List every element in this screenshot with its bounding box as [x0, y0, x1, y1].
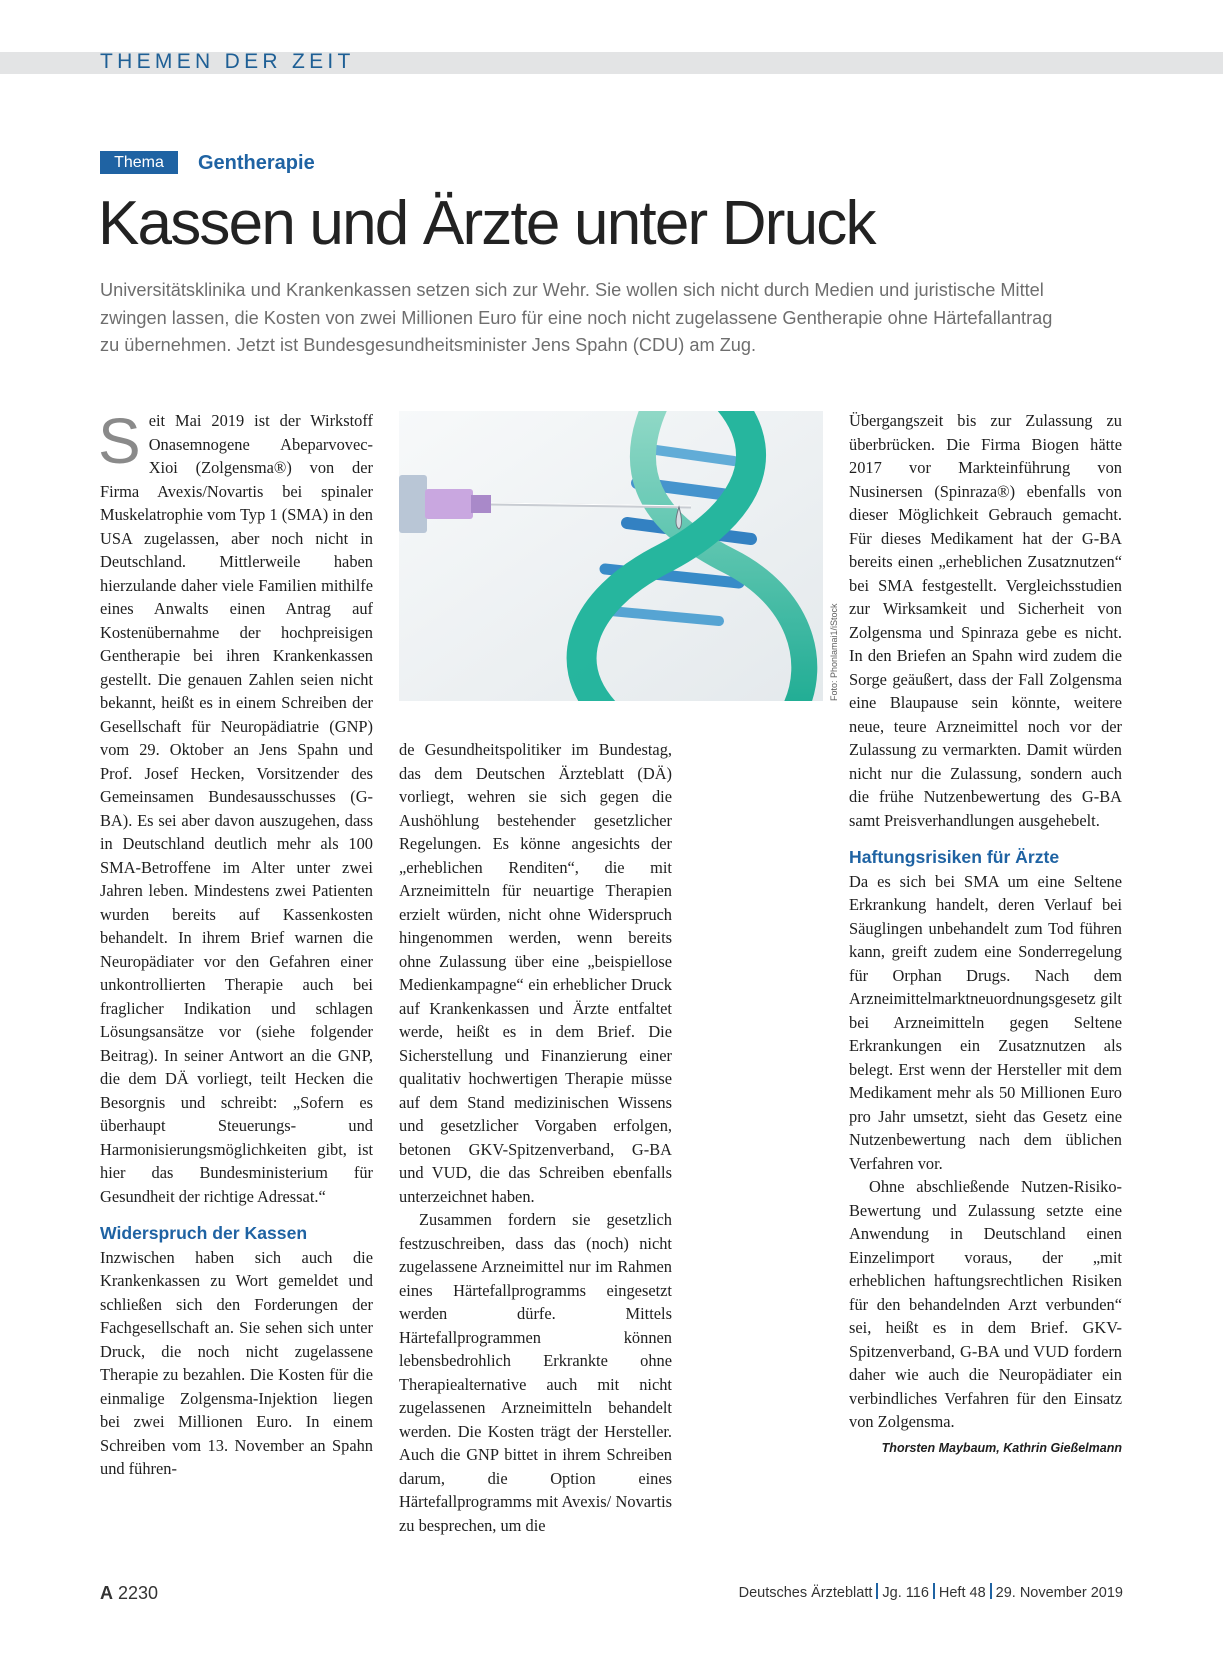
body-paragraph: Ohne abschließende Nutzen-Risiko-Bewertung und Zulassung setzte eine Anwendung in Deutschland einen Einzelimport voraus, der „mit erheblichen haftungsrechtlichen Risiken für den behandelnden Arzt verbunden“ sei, heißt es in dem Brief. GKV-Spitzenverband, G-BA und VUD fordern daher wie auch die Neuropädiater ein verbindliches Verfahren für den Einsatz von Zolgensma. — [849, 1177, 1122, 1431]
column-1 — [98, 405, 373, 1481]
dna-syringe-photo — [399, 411, 823, 701]
author-line: Thorsten Maybaum, Kathrin Gießelmann — [881, 1440, 1122, 1455]
body-paragraph: de Gesundheitspolitiker im Bundestag, das dem Deutschen Ärzteblatt (DÄ) vorliegt, wehren sie sich gegen die Aushöhlung bestehender gesetzlicher Regelungen. Es könne angesichts der „erheblichen Renditen“, die mit Arzneimitteln für neuartige Therapien erzielt würden, nicht ohne Widerspruch hingenommen werden, wenn bereits ohne Zulassung über eine „beispiellose Medienkampagne“ ein erheblicher Druck auf Krankenkassen und Ärzte entfaltet werde, heißt es in dem Brief. Die Sicherstellung und Finanzierung einer qualitativ hochwertigen Therapie müsse auf dem Stand medizinischen Wissens und gesetzlicher Vorgaben erfolgen, betonen GKV-Spitzenverband, G-BA und VUD, die das Schreiben ebenfalls unterzeichnet haben. — [399, 740, 672, 1206]
footer-separator — [876, 1583, 878, 1599]
journal-date: 29. November 2019 — [995, 1585, 1123, 1601]
footer-separator — [933, 1583, 935, 1599]
journal-name: Deutsches Ärzteblatt — [738, 1585, 873, 1601]
article-title: Kassen und Ärzte unter Druck — [98, 189, 875, 258]
body-paragraph: eit Mai 2019 ist der Wirkstoff Onasemnogene Abeparvovec-Xioi (Zolgensma®) von der Firma Avexis/Novartis bei spinaler Muskelatrophie vom Typ 1 (SMA) in den USA zugelassen, aber noch nicht in Deutschland. Mittlerweile haben hierzulande daher viele Familien mithilfe eines Anwalts einen Antrag auf Kostenübernahme der hochpreisigen Gentherapie bei ihren Krankenkassen gestellt. Die genauen Zahlen seien nicht bekannt, heißt es in einem Schreiben der Gesellschaft für Neuropädiatrie (GNP) vom 29. Oktober an Jens Spahn und Prof. Josef Hecken, Vorsitzender des Gemeinsamen Bundesausschusses (G-BA). Es sei aber davon auszugehen, dass in Deutschland deutlich mehr als 100 SMA-Betroffene im Alter unter zwei Jahren leben. Mindestens zwei Patienten wurden bereits auf Kassenkosten behandelt. In ihrem Brief warnen die Neuropädiater vor den Gefahren einer unkontrollierten Therapie auch bei fraglicher Indikation und schlagen Lösungsansätze vor (siehe folgender Beitrag). In seiner Antwort an die GNP, die dem DÄ vorliegt, teilt Hecken die Besorgnis und schreibt: „Sofern es überhaupt Steuerungs- und Harmonisierungsmöglichkeiten gibt, ist hier das Bundesministerium für Gesundheit der richtige Adressat.“ — [100, 411, 373, 1206]
drop-cap: S — [98, 405, 141, 477]
subheading-widerspruch: Widerspruch der Kassen — [100, 1223, 308, 1243]
journal-issue: Heft 48 — [938, 1585, 986, 1601]
journal-footer — [739, 1583, 1123, 1603]
body-paragraph: Zusammen fordern sie gesetzlich festzuschreiben, dass das (noch) nicht zugelassene Arzneimittel nur im Rahmen eines Härtefallprogramms eingesetzt werden dürfe. Mittels Härtefallprogrammen können lebensbedrohlich Erkrankte ohne Therapiealternative auch mit nicht zugelassenen Arzneimitteln behandelt werden. Die Kosten trägt der Hersteller. Auch die GNP bittet in ihrem Schreiben darum, die Option eines Härtefallprogramms mit Avexis/ Novartis zu besprechen, um die — [399, 1210, 672, 1535]
page-prefix: A — [100, 1583, 113, 1603]
photo-credit: Foto: Phonlamai1/iStock — [829, 603, 839, 701]
topic-label: Gentherapie — [198, 152, 315, 174]
body-paragraph: Inzwischen haben sich auch die Krankenkassen zu Wort gemeldet und schließen sich den Forderungen der Fachgesellschaft an. Sie sehen sich unter Druck, die noch nicht zugelassene Therapie zu bezahlen. Die Kosten für die einmalige Zolgensma-Injektion liegen bei zwei Millionen Euro. In einem Schreiben vom 13. November an Spahn und führen- — [100, 1247, 373, 1478]
body-paragraph: Übergangszeit bis zur Zulassung zu überbrücken. Die Firma Biogen hätte 2017 vor Markteinführung von Nusinersen (Spinraza®) ebenfalls von dieser Möglichkeit Gebrauch gemacht. Für dieses Medikament hat der G-BA bereits einen „erheblichen Zusatznutzen“ bei SMA festgestellt. Vergleichsstudien zur Wirksamkeit und Sicherheit von Zolgensma und Spinraza gebe es nicht. In den Briefen an Spahn wird zudem die Sorge geäußert, dass der Fall Zolgensma eine Blaupause sein könnte, weitere neue, teure Arzneimittel noch vor der Zulassung zu vermarkten. Damit würden nicht nur die Zulassung, sondern auch die frühe Nutzenbewertung des G-BA samt Preisverhandlungen ausgehebelt. — [849, 411, 1122, 830]
journal-volume: Jg. 116 — [882, 1585, 929, 1601]
body-paragraph: Da es sich bei SMA um eine Seltene Erkrankung handelt, deren Verlauf bei Säuglingen unbehandelt zum Tod führen kann, greift zudem eine Sonderregelung für Orphan Drugs. Nach dem Arzneimittelmarktneuordnungsgesetz gilt bei Arzneimitteln gegen Seltene Erkrankungen ein Zusatznutzen als belegt. Erst wenn der Hersteller mit dem Medikament mehr als 50 Millionen Euro pro Jahr umsetzt, sieht das Gesetz eine Nutzenbewertung nach dem üblichen Verfahren vor. — [849, 871, 1122, 1173]
article-lead: Universitätsklinika und Krankenkassen setzen sich zur Wehr. Sie wollen sich nicht durch Medien und juristische Mittel zwingen lassen, die Kosten von zwei Millionen Euro für eine noch nicht zugelassene Gentherapie ohne Härtefallantrag zu übernehmen. Jetzt ist Bundesgesundheitsminister Jens Spahn (CDU) am Zug. — [100, 280, 1053, 356]
page-number-value: 2230 — [118, 1583, 159, 1603]
page-number — [100, 1581, 158, 1605]
subheading-haftungsrisiken: Haftungsrisiken für Ärzte — [849, 847, 1060, 867]
section-label: THEMEN DER ZEIT — [100, 50, 355, 73]
column-3 — [849, 409, 1122, 1459]
column-2 — [399, 738, 672, 1537]
thema-badge: Thema — [100, 151, 178, 174]
footer-separator — [990, 1583, 992, 1599]
